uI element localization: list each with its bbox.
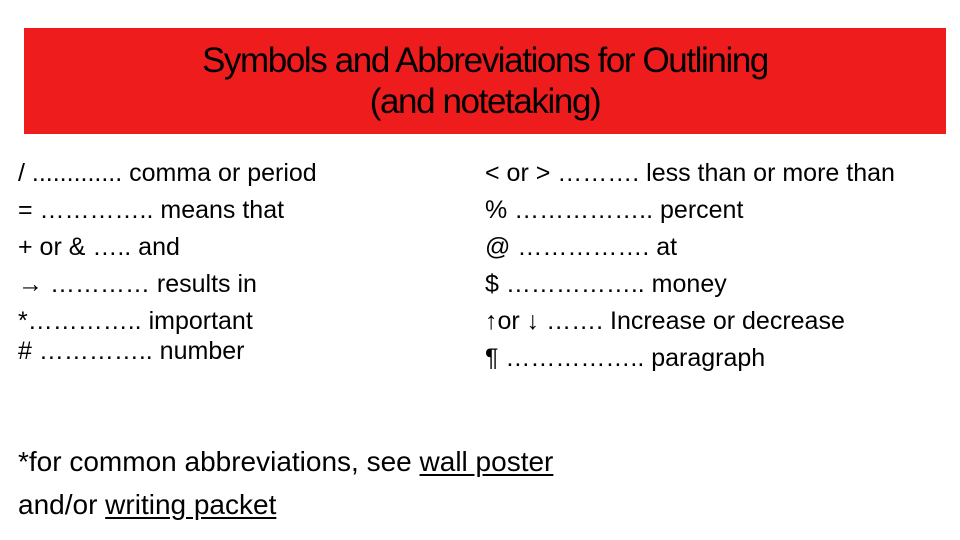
list-item: *………….. important: [18, 307, 253, 335]
footnote: [18, 440, 553, 526]
list-item: → ………… results in: [18, 270, 257, 298]
footnote-text-2: and/or: [18, 489, 106, 520]
footnote-line-2: [18, 483, 553, 526]
left-symbol-list: [18, 157, 317, 372]
list-item: < or > ………. less than or more than: [485, 159, 895, 187]
right-symbol-list: [485, 157, 895, 379]
title-banner: [24, 28, 946, 134]
list-item: = ………….. means that: [18, 196, 285, 224]
list-item: + or & ….. and: [18, 233, 180, 261]
footnote-line-1: [18, 440, 553, 483]
list-item: / ............. comma or period: [18, 159, 317, 187]
list-item: @ ……………. at: [485, 233, 678, 261]
wall-poster-link: wall poster: [419, 446, 554, 477]
title-line-2: (and notetaking): [369, 82, 601, 121]
footnote-text: *for common abbreviations, see: [18, 446, 420, 477]
writing-packet-link: writing packet: [105, 489, 277, 520]
list-item: ↑or ↓ ……. Increase or decrease: [485, 307, 845, 335]
list-item: $ …………….. money: [485, 270, 727, 298]
list-item: % …………….. percent: [485, 196, 744, 224]
list-item: ¶ …………….. paragraph: [485, 344, 766, 372]
title-line-1: Symbols and Abbreviations for Outlining: [201, 41, 769, 80]
list-item: # ………….. number: [18, 337, 245, 365]
